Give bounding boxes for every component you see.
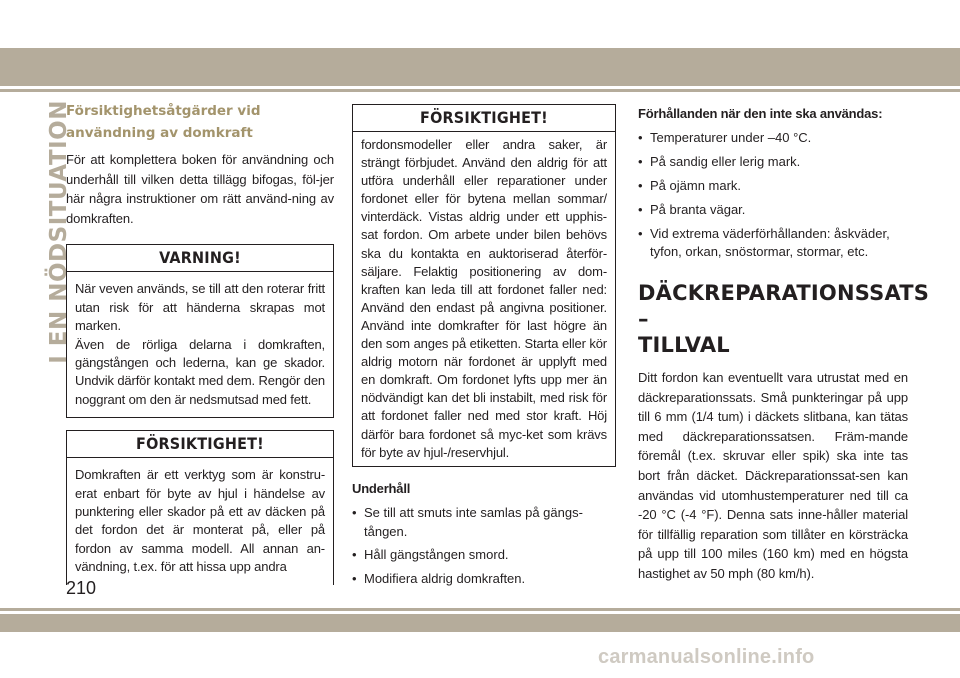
conditions-heading: Förhållanden när den inte ska användas: <box>638 106 883 121</box>
footer-band <box>0 614 960 632</box>
watermark-text: carmanualsonline.info <box>598 646 815 668</box>
column-middle <box>352 104 616 589</box>
caution-body: Domkraften är ett verktyg som är konstru-erat enbart för byte av hjul i händelse av punktering eller skador på ett av däcken på det fordon det är monterat på, eller på fordon av samma modell. All annan an-vändning, t.ex. för att hissa upp andra <box>75 467 325 575</box>
warning-title: VARNING! <box>67 245 333 272</box>
list-item: • På ojämn mark. <box>638 178 742 194</box>
section-subheading: Försiktighetsåtgärder vid användning av domkraft <box>66 103 261 141</box>
list-item: • På sandig eller lerig mark. <box>638 154 801 170</box>
warning-box <box>66 244 334 418</box>
list-item: • Temperaturer under –40 °C. <box>638 130 812 146</box>
list-item: • På branta vägar. <box>638 202 746 218</box>
caution-body-continued: fordonsmodeller eller andra saker, är strängt förbjudet. Använd den aldrig för att utföra underhåll eller reparationer under fordonet eller för bytena mellan sommar/ vinterdäck. Vistas aldrig under ett upphis-sat fordon. Om arbete under bilen behövs ska du kontakta en auktoriserad återför-säljare. Felaktig positionering av dom-kraften kan leda till att fordonet faller ned: Använd den endast på angivna positioner. Använd inte domkrafter för last högre än den som anges på etiketten. Starta eller kör aldrig motorn när fordonet är upplyft med en domkraft. Om fordonet lyfts upp mer än nödvändigt kan det bli instabilt, med risk för att fordonet faller ned med stor kraft. Höj därför bara fordonet så myc-ket som krävs för byte av hjul-/reservhjul. <box>361 137 607 460</box>
tire-kit-paragraph: Ditt fordon kan eventuellt vara utrustat med en däckreparationssats. Små punkteringar på upp till 6 mm (1/4 tum) i däckets slitbana, kan tätas med däckreparationssatsen. Främ-mande föremål (t.ex. skruvar eller spik) ska inte tas bort från däcket. Däckreparationssat-sen kan användas vid utomhustemperaturer ned till ca -20 °C (-4 °F). Denna sats inne-håller material för tillfällig reparation som tillåter en körsträcka på upp till 100 miles (160 km) med en högsta hastighet av 50 mph (80 km/h). <box>638 369 908 581</box>
intro-paragraph: För att komplettera boken för användning och underhåll till vilken detta tillägg bifogas, föl-jer här några instruktioner om rätt använd-ning av domkraften. <box>66 152 334 226</box>
maintenance-list <box>352 504 616 589</box>
caution-title-continued: FÖRSIKTIGHET! <box>353 105 615 132</box>
list-item: • Vid extrema väderförhållanden: åskväder, tyfon, orkan, snöstormar, stormar, etc. <box>638 225 890 260</box>
caution-title: FÖRSIKTIGHET! <box>67 431 333 458</box>
conditions-list <box>638 129 908 262</box>
chapter-side-title: I EN NÖDSITUATION <box>46 100 72 364</box>
caution-box-continued <box>352 104 616 467</box>
page-number: 210 <box>66 578 97 598</box>
warning-text-2: Även de rörliga delarna i domkraften, gängstången och lederna, kan ge skador. Undvik därför kontakt med dem. Rengör den noggrant om den är nedsmutsad med fett. <box>75 336 325 407</box>
warning-body <box>67 272 333 417</box>
column-right <box>638 104 930 583</box>
caution-box <box>66 430 334 584</box>
list-item: • Modifiera aldrig domkraften. <box>352 571 526 587</box>
list-item: • Se till att smuts inte samlas på gängs-tången. <box>352 505 583 539</box>
list-item: • Håll gängstången smord. <box>352 547 509 563</box>
column-left <box>66 100 334 585</box>
section-title-line-1: DÄCKREPARATIONSSATS – <box>638 280 930 331</box>
header-band <box>0 48 960 86</box>
warning-text-1: När veven används, se till att den roterar fritt utan risk för att händerna skrapas mot marken. <box>75 281 325 334</box>
section-title-line-2: TILLVAL <box>638 332 730 357</box>
maintenance-heading: Underhåll <box>352 480 411 496</box>
section-title <box>638 280 930 358</box>
